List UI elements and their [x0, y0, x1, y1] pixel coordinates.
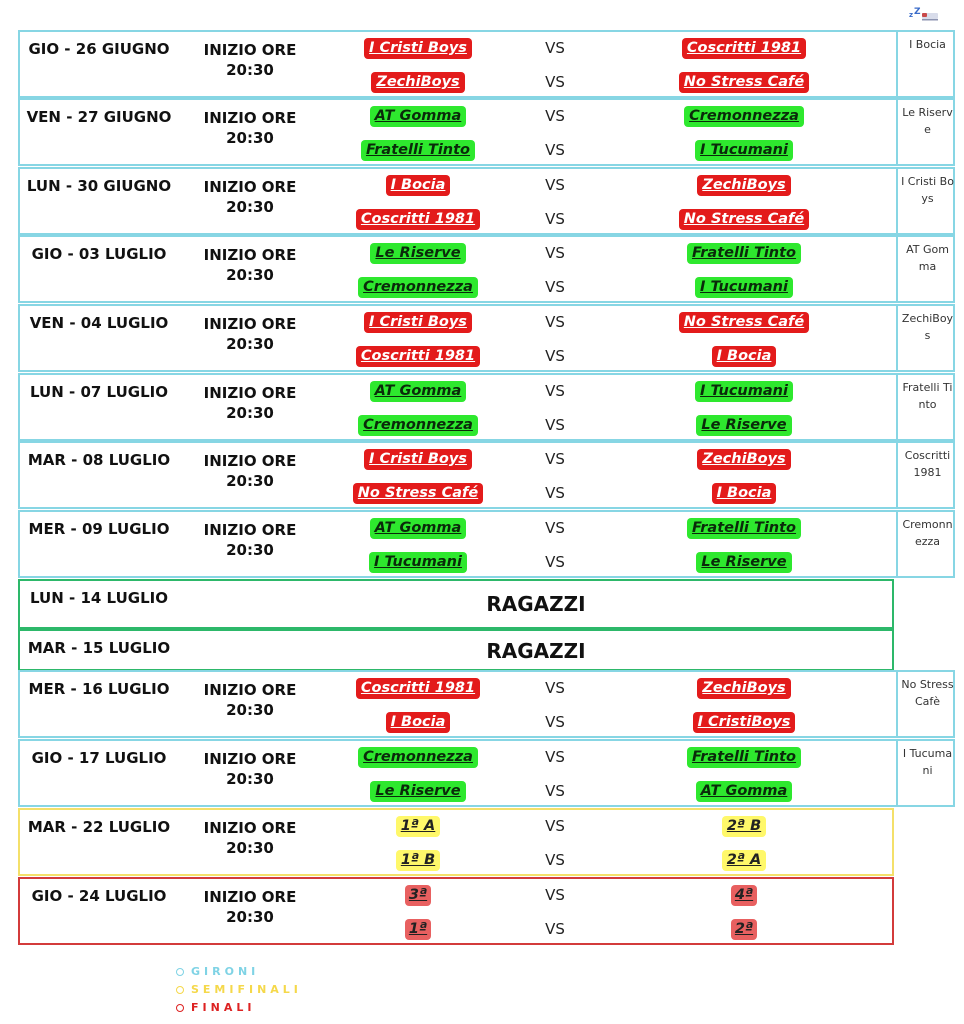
start-time: INIZIO ORE 20:30 — [203, 452, 297, 490]
away-team: 2ª — [664, 918, 824, 940]
schedule-row — [18, 373, 955, 441]
vs-label: VS — [545, 347, 565, 365]
ragazzi-row — [18, 579, 894, 629]
svg-text:Z: Z — [914, 7, 921, 17]
vs-label: VS — [545, 73, 565, 91]
bye-team: No Stress Cafè — [896, 670, 957, 738]
vs-label: VS — [545, 382, 565, 400]
legend-semifinali: SEMIFINALI — [176, 981, 302, 999]
vs-label: VS — [545, 450, 565, 468]
start-time: INIZIO ORE 20:30 — [203, 750, 297, 788]
start-time: INIZIO ORE 20:30 — [203, 819, 297, 857]
match-date: MER - 09 LUGLIO — [28, 520, 170, 538]
home-team: Cremonnezza — [338, 746, 498, 768]
home-team: I Cristi Boys — [338, 448, 498, 470]
home-team: I Cristi Boys — [338, 311, 498, 333]
away-team: No Stress Café — [664, 208, 824, 230]
home-team: ZechiBoys — [338, 71, 498, 93]
away-team: Le Riserve — [664, 551, 824, 573]
legend-gironi: GIRONI — [176, 963, 302, 981]
vs-label: VS — [545, 886, 565, 904]
away-team: ZechiBoys — [664, 174, 824, 196]
away-team: No Stress Café — [664, 71, 824, 93]
vs-label: VS — [545, 39, 565, 57]
match-date: MAR - 08 LUGLIO — [27, 451, 171, 469]
vs-label: VS — [545, 278, 565, 296]
home-team: Coscritti 1981 — [338, 345, 498, 367]
match-date: LUN - 14 LUGLIO — [30, 589, 168, 607]
start-time: INIZIO ORE 20:30 — [203, 41, 297, 79]
schedule-row — [18, 739, 955, 807]
schedule-row — [18, 30, 955, 98]
vs-label: VS — [545, 244, 565, 262]
match-date: GIO - 26 GIUGNO — [28, 40, 170, 58]
semifinal-row — [18, 808, 894, 876]
final-row — [18, 877, 894, 945]
home-team: Le Riserve — [338, 780, 498, 802]
ragazzi-label: RAGAZZI — [486, 639, 586, 663]
bye-team: I Tucumani — [896, 739, 957, 807]
vs-label: VS — [545, 484, 565, 502]
match-date: VEN - 04 LUGLIO — [29, 314, 169, 332]
match-date: GIO - 24 LUGLIO — [31, 887, 167, 905]
away-team: 2ª B — [664, 815, 824, 837]
away-team: 2ª A — [664, 849, 824, 871]
away-team: I CristiBoys — [664, 711, 824, 733]
schedule-row — [18, 167, 955, 235]
home-team: AT Gomma — [338, 105, 498, 127]
match-date: GIO - 17 LUGLIO — [31, 749, 167, 767]
match-date: MER - 16 LUGLIO — [28, 680, 170, 698]
start-time: INIZIO ORE 20:30 — [203, 178, 297, 216]
start-time: INIZIO ORE 20:30 — [203, 384, 297, 422]
circle-icon — [176, 968, 184, 976]
vs-label: VS — [545, 553, 565, 571]
start-time: INIZIO ORE 20:30 — [203, 521, 297, 559]
away-team: Cremonnezza — [664, 105, 824, 127]
circle-icon — [176, 1004, 184, 1012]
vs-label: VS — [545, 748, 565, 766]
match-date: GIO - 03 LUGLIO — [31, 245, 167, 263]
ragazzi-label: RAGAZZI — [486, 592, 586, 616]
away-team: Le Riserve — [664, 414, 824, 436]
vs-label: VS — [545, 782, 565, 800]
schedule-row — [18, 441, 955, 509]
schedule-row — [18, 304, 955, 372]
vs-label: VS — [545, 176, 565, 194]
legend — [176, 963, 302, 1017]
bye-team: Fratelli Tinto — [896, 373, 957, 441]
away-team: ZechiBoys — [664, 677, 824, 699]
bye-team: I Cristi Boys — [896, 167, 957, 235]
home-team: Coscritti 1981 — [338, 208, 498, 230]
home-team: 1ª — [338, 918, 498, 940]
schedule-row — [18, 235, 955, 303]
away-team: ZechiBoys — [664, 448, 824, 470]
legend-finali: FINALI — [176, 999, 302, 1017]
away-team: No Stress Café — [664, 311, 824, 333]
bye-team: Le Riserve — [896, 98, 957, 166]
start-time: INIZIO ORE 20:30 — [203, 246, 297, 284]
away-team: 4ª — [664, 884, 824, 906]
home-team: AT Gomma — [338, 380, 498, 402]
bye-team: AT Gomma — [896, 235, 957, 303]
start-time: INIZIO ORE 20:30 — [203, 681, 297, 719]
home-team: Le Riserve — [338, 242, 498, 264]
home-team: 1ª A — [338, 815, 498, 837]
match-date: MAR - 15 LUGLIO — [27, 639, 171, 657]
home-team: 1ª B — [338, 849, 498, 871]
home-team: I Bocia — [338, 711, 498, 733]
home-team: I Cristi Boys — [338, 37, 498, 59]
away-team: I Tucumani — [664, 139, 824, 161]
bye-team: ZechiBoys — [896, 304, 957, 372]
home-team: Coscritti 1981 — [338, 677, 498, 699]
home-team: I Tucumani — [338, 551, 498, 573]
vs-label: VS — [545, 313, 565, 331]
start-time: INIZIO ORE 20:30 — [203, 315, 297, 353]
home-team: 3ª — [338, 884, 498, 906]
away-team: Fratelli Tinto — [664, 242, 824, 264]
start-time: INIZIO ORE 20:30 — [203, 888, 297, 926]
match-date: LUN - 07 LUGLIO — [30, 383, 168, 401]
vs-label: VS — [545, 416, 565, 434]
svg-text:z: z — [909, 11, 914, 19]
away-team: Fratelli Tinto — [664, 746, 824, 768]
ragazzi-row — [18, 629, 894, 671]
bye-team: Coscritti 1981 — [896, 441, 957, 509]
schedule-row — [18, 510, 955, 578]
away-team: Coscritti 1981 — [664, 37, 824, 59]
vs-label: VS — [545, 141, 565, 159]
schedule-row — [18, 98, 955, 166]
match-date: VEN - 27 GIUGNO — [26, 108, 172, 126]
away-team: I Bocia — [664, 345, 824, 367]
home-team: Cremonnezza — [338, 276, 498, 298]
vs-label: VS — [545, 107, 565, 125]
match-date: LUN - 30 GIUGNO — [26, 177, 172, 195]
schedule-row — [18, 670, 955, 738]
vs-label: VS — [545, 920, 565, 938]
vs-label: VS — [545, 851, 565, 869]
away-team: I Tucumani — [664, 380, 824, 402]
bye-team: I Bocia — [896, 30, 957, 98]
vs-label: VS — [545, 210, 565, 228]
bye-team: Cremonnezza — [896, 510, 957, 578]
home-team: Cremonnezza — [338, 414, 498, 436]
sleep-icon — [907, 4, 941, 22]
vs-label: VS — [545, 679, 565, 697]
home-team: No Stress Café — [338, 482, 498, 504]
home-team: Fratelli Tinto — [338, 139, 498, 161]
vs-label: VS — [545, 713, 565, 731]
away-team: AT Gomma — [664, 780, 824, 802]
home-team: AT Gomma — [338, 517, 498, 539]
away-team: Fratelli Tinto — [664, 517, 824, 539]
home-team: I Bocia — [338, 174, 498, 196]
start-time: INIZIO ORE 20:30 — [203, 109, 297, 147]
away-team: I Tucumani — [664, 276, 824, 298]
circle-icon — [176, 986, 184, 994]
away-team: I Bocia — [664, 482, 824, 504]
match-date: MAR - 22 LUGLIO — [27, 818, 171, 836]
vs-label: VS — [545, 519, 565, 537]
vs-label: VS — [545, 817, 565, 835]
